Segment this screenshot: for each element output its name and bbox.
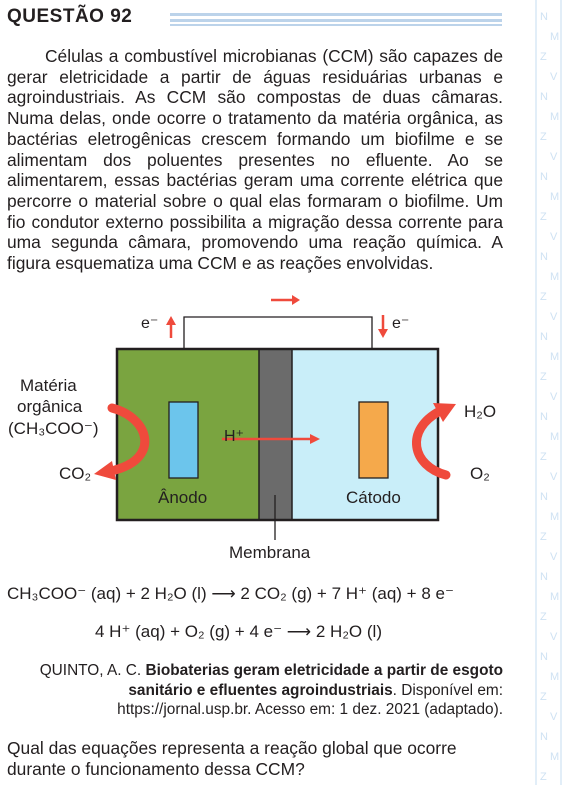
- svg-text:N: N: [540, 251, 548, 263]
- source-title: Biobaterias geram eletricidade a partir de esgoto sanitário e efluentes agroindustriais: [128, 662, 503, 699]
- svg-text:M: M: [550, 271, 560, 283]
- electron-up-arrow: [166, 316, 176, 338]
- svg-text:M: M: [550, 591, 560, 603]
- svg-text:M: M: [550, 31, 560, 43]
- svg-text:M: M: [550, 111, 560, 123]
- svg-text:V: V: [550, 391, 558, 403]
- membrane: [259, 349, 292, 520]
- svg-text:V: V: [550, 71, 558, 83]
- svg-text:V: V: [550, 311, 558, 323]
- question-header: [7, 6, 502, 28]
- question-prompt: Qual das equações representa a reação global que ocorre durante o funcionamento dessa CCM?: [7, 738, 457, 779]
- svg-text:M: M: [550, 511, 560, 523]
- organic-formula: (CH₃COO⁻): [8, 419, 99, 438]
- question-title: QUESTÃO 92: [7, 6, 133, 27]
- svg-text:M: M: [550, 751, 560, 763]
- source-rest: . Disponível em: https://jornal.usp.br. Acesso em: 1 dez. 2021 (adaptado).: [117, 681, 503, 718]
- svg-text:V: V: [550, 551, 558, 563]
- svg-text:N: N: [540, 731, 548, 743]
- fuel-cell-diagram: [0, 290, 520, 565]
- svg-text:N: N: [540, 171, 548, 183]
- svg-text:Z: Z: [540, 51, 547, 63]
- water-label: H₂O: [464, 402, 497, 421]
- svg-text:Z: Z: [540, 211, 547, 223]
- svg-text:Z: Z: [540, 691, 547, 703]
- header-rule: [170, 24, 502, 26]
- anode-electrode: [169, 402, 198, 478]
- svg-text:Z: Z: [540, 531, 547, 543]
- svg-text:M: M: [550, 191, 560, 203]
- svg-text:Z: Z: [540, 451, 547, 463]
- svg-text:V: V: [550, 711, 558, 723]
- header-rule: [170, 19, 502, 22]
- cathode-label: Cátodo: [346, 488, 401, 507]
- svg-text:N: N: [540, 571, 548, 583]
- side-decorative-strip: [532, 0, 565, 785]
- source-author: QUINTO, A. C.: [39, 662, 146, 679]
- equation-cathode: 4 H⁺ (aq) + O₂ (g) + 4 e⁻ ⟶ 2 H₂O (l): [95, 622, 382, 641]
- svg-text:Z: Z: [540, 611, 547, 623]
- statement-paragraph: [7, 46, 503, 274]
- anode-label: Ânodo: [158, 488, 208, 507]
- source-citation: [20, 661, 503, 720]
- svg-text:N: N: [540, 491, 548, 503]
- electron-label-left: e⁻: [141, 315, 159, 332]
- svg-text:M: M: [550, 671, 560, 683]
- svg-text:Z: Z: [540, 771, 547, 783]
- oxygen-label: O₂: [470, 464, 490, 483]
- svg-text:V: V: [550, 471, 558, 483]
- current-arrow-top: [271, 295, 300, 305]
- organic-label-line2: orgânica: [17, 397, 83, 416]
- electron-label-right: e⁻: [392, 315, 410, 332]
- svg-text:V: V: [550, 151, 558, 163]
- svg-text:Z: Z: [540, 371, 547, 383]
- svg-text:N: N: [540, 651, 548, 663]
- svg-text:Z: Z: [540, 291, 547, 303]
- svg-text:V: V: [550, 231, 558, 243]
- electron-down-arrow: [378, 315, 388, 338]
- proton-label: H⁺: [224, 428, 244, 445]
- svg-text:M: M: [550, 351, 560, 363]
- svg-text:N: N: [540, 91, 548, 103]
- svg-text:M: M: [550, 431, 560, 443]
- svg-text:N: N: [540, 11, 548, 23]
- co2-label: CO₂: [59, 464, 92, 483]
- svg-text:N: N: [540, 411, 548, 423]
- svg-text:N: N: [540, 331, 548, 343]
- svg-text:Z: Z: [540, 131, 547, 143]
- header-rule: [170, 13, 502, 16]
- fuel-cell-svg: [0, 290, 520, 565]
- svg-text:V: V: [550, 631, 558, 643]
- organic-label-line1: Matéria: [20, 376, 77, 395]
- equation-anode: CH₃COO⁻ (aq) + 2 H₂O (l) ⟶ 2 CO₂ (g) + 7 H⁺ (aq) + 8 e⁻: [7, 584, 454, 603]
- cathode-electrode: [359, 402, 388, 478]
- statement-text: Células a combustível microbianas (CCM) são capazes de gerar eletricidade a partir de águas residuárias urbanas e agroindustriais. As CCM são compostas de duas câmaras. Numa delas, onde ocorre o tratamento da matéria orgânica, as bactérias eletrogênicas crescem formando um biofilme e se alimentam dos poluentes presentes no efluente. Ao se alimentarem, essas bactérias geram uma corrente elétrica que percorre o material sobre o qual elas formaram o biofilme. Um fio condutor externo possibilita a migração dessa corrente para uma segunda câmara, promovendo uma reação química. A figura esquematiza uma CCM e as reações envolvidas.: [7, 46, 503, 274]
- membrane-label: Membrana: [229, 543, 311, 562]
